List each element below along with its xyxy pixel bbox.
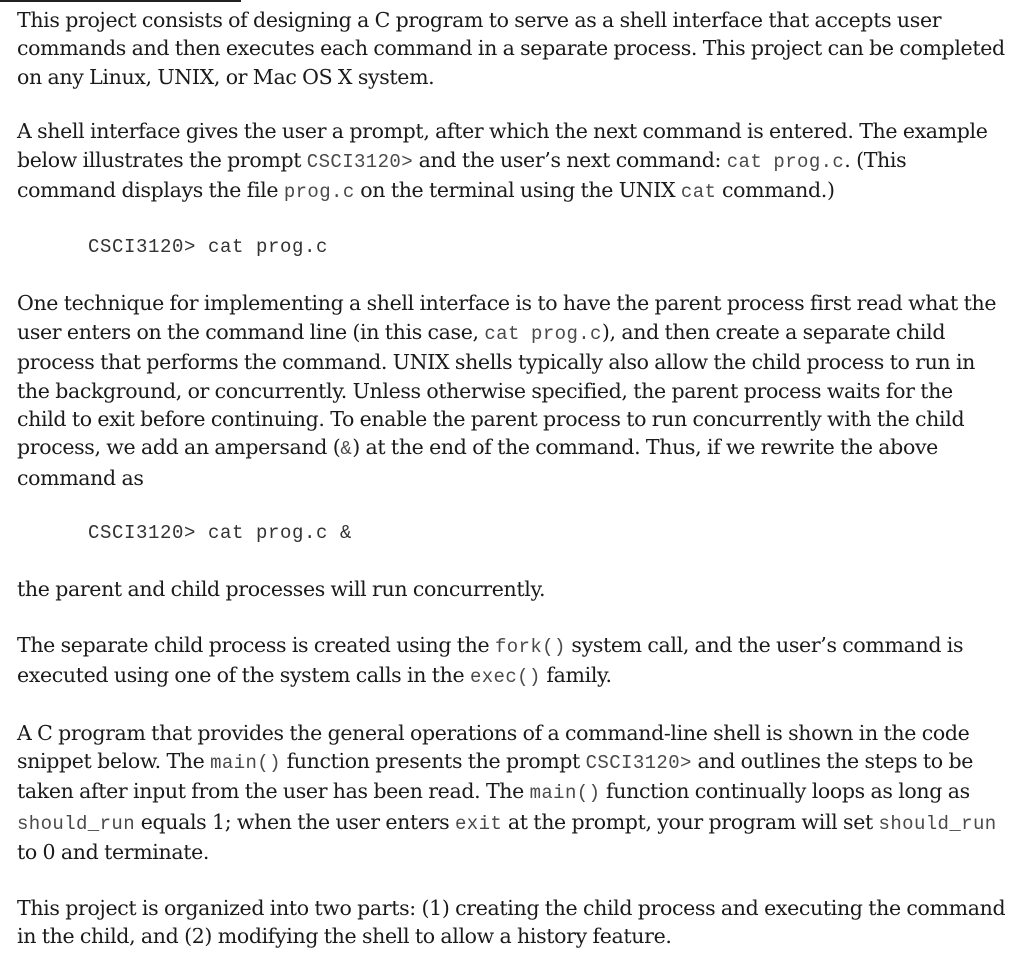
text-run: system call, and the user’s command is executed using one of the system calls in the xyxy=(17,632,964,688)
text-run: A C program that provides the general operations of a command-line shell is shown in the code snippet below. The xyxy=(17,720,970,773)
inline-code: main() xyxy=(529,782,601,805)
inline-code: should_run xyxy=(17,812,136,835)
text-run: at the prompt, your program will set xyxy=(502,809,879,834)
inline-code: fork() xyxy=(494,635,566,658)
text-run: A shell interface gives the user a prompt, after which the next command is entered. The example below illustrates the prompt xyxy=(17,119,988,172)
inline-code: CSCI3120> xyxy=(585,751,692,774)
inline-code: exit xyxy=(455,812,503,835)
intro-text: This project consists of designing a C program to serve as a shell interface that accepts user commands and then executes each command in a separate process. This project can be completed on any Linux, UNIX, or Mac OS X system. xyxy=(17,8,1005,89)
text-run: and outlines the steps to be taken after input from the user has been read. The xyxy=(17,748,974,804)
parts-text: This project is organized into two parts: (1) creating the child process and executing the command in the child, and (2) modifying the shell to allow a history feature. xyxy=(17,895,1006,948)
text-run: . (This command displays the file xyxy=(17,147,907,203)
text-run: ) at the end of the command. Thus, if we rewrite the above command as xyxy=(17,435,938,490)
inline-code: prog.c xyxy=(283,181,355,204)
concurrent-text: the parent and child processes will run concurrently. xyxy=(17,577,546,602)
inline-code: & xyxy=(340,438,353,461)
document-body xyxy=(17,6,1007,950)
text-run: equals 1; when the user enters xyxy=(135,809,455,834)
code-example-1: CSCI3120> cat prog.c xyxy=(88,236,329,259)
inline-code: CSCI3120> xyxy=(306,150,414,173)
inline-code: cat xyxy=(680,181,717,204)
concurrent-paragraph xyxy=(17,575,1007,603)
top-rule xyxy=(0,0,241,2)
text-run: ), and then create a separate child process that performs the command. UNIX shells typically also allow the child process to run in the background, or concurrently. Unless otherwise specified, the parent process waits for the child to exit before continuing. To enable the parent process to run concurrently with the child process, we add an ampersand ( xyxy=(17,319,976,460)
text-run: on the terminal using the UNIX xyxy=(354,178,681,203)
intro-paragraph xyxy=(17,6,1007,91)
prompt-paragraph xyxy=(17,117,1007,206)
text-run: One technique for implementing a shell interface is to have the parent process first read what the user enters on the command line (in this case, xyxy=(17,291,997,344)
inline-code: should_run xyxy=(878,812,997,835)
parts-paragraph xyxy=(17,894,1007,951)
fork-paragraph xyxy=(17,631,1007,692)
text-run: The separate child process is created using the xyxy=(17,632,495,657)
code-example-2: CSCI3120> cat prog.c & xyxy=(88,522,353,545)
text-run: function continually loops as long as xyxy=(600,779,970,804)
inline-code: main() xyxy=(210,751,281,774)
program-paragraph xyxy=(17,719,1007,867)
text-run: to 0 and terminate. xyxy=(17,840,210,865)
technique-paragraph xyxy=(17,289,1007,492)
text-run: and the user’s next command: xyxy=(413,147,727,172)
inline-code: cat prog.c xyxy=(726,150,845,173)
text-run: family. xyxy=(540,663,612,688)
inline-code: exec() xyxy=(469,666,541,689)
text-run: command.) xyxy=(716,178,835,203)
inline-code: cat prog.c xyxy=(484,322,602,345)
text-run: function presents the prompt xyxy=(280,748,586,773)
